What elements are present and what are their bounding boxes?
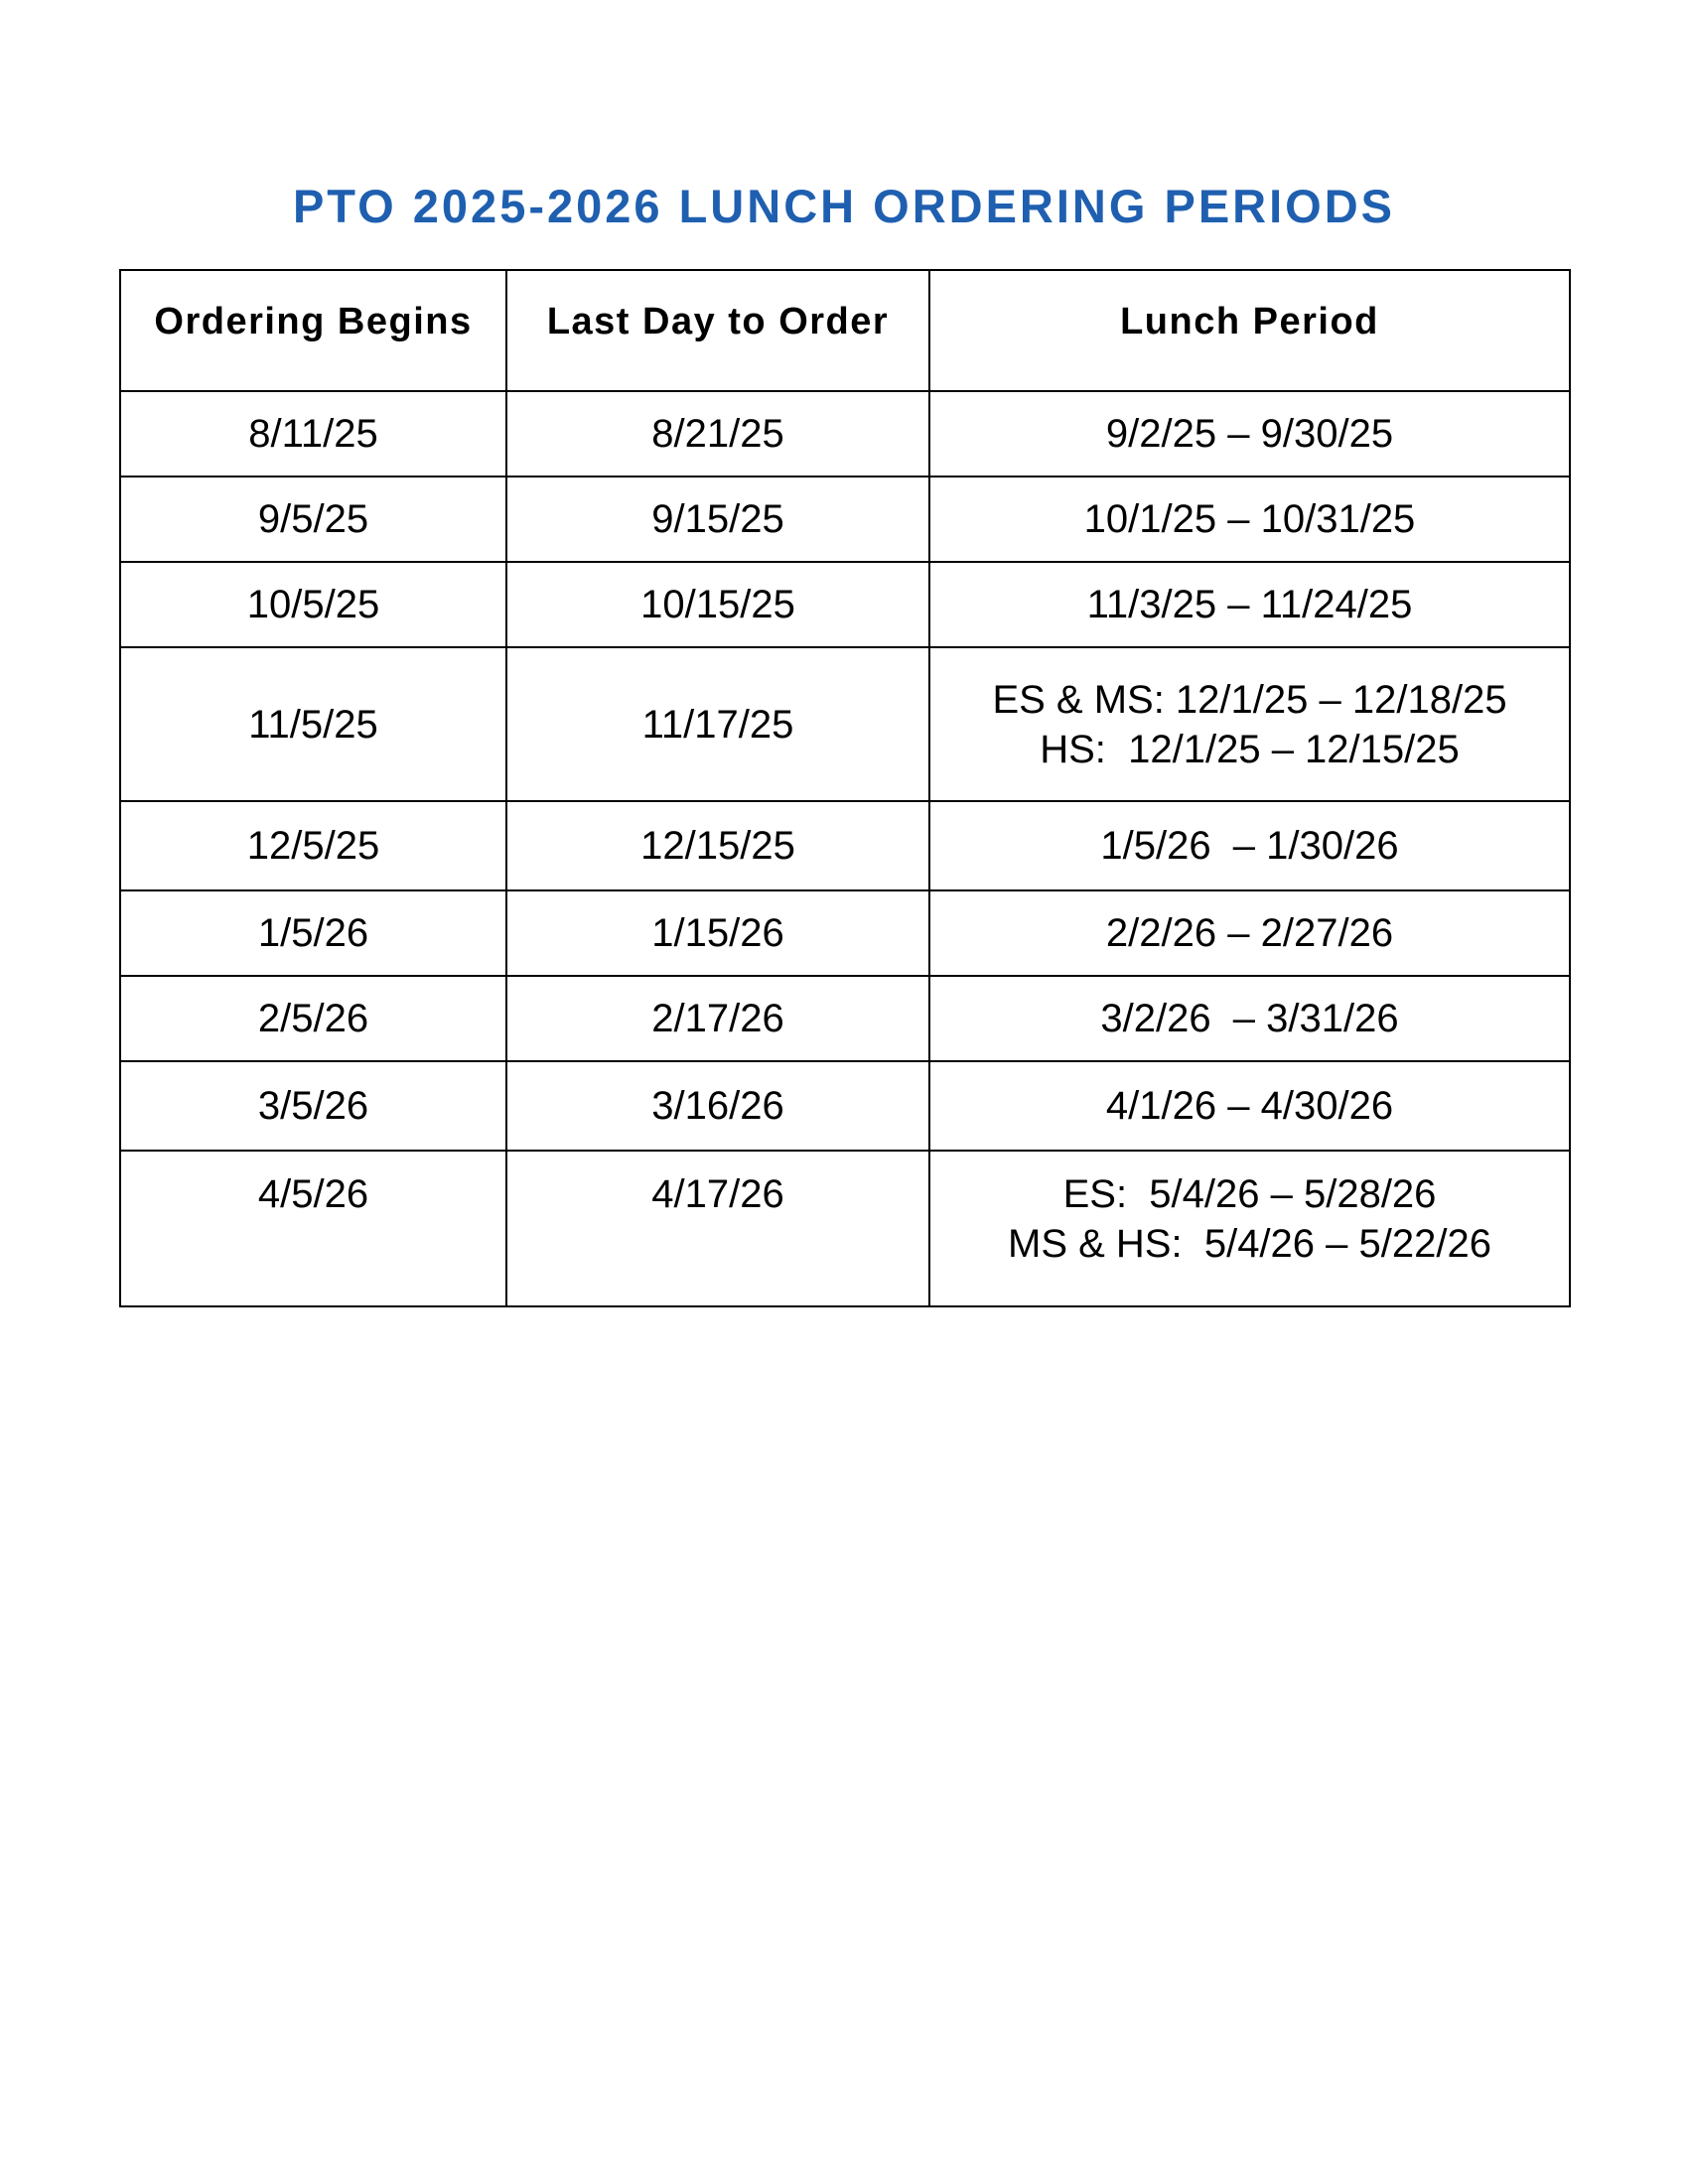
table-header-row	[120, 270, 1570, 391]
lunch-period-line: 1/5/26 – 1/30/26	[1100, 824, 1399, 868]
ordering-begins-cell: 3/5/26	[120, 1061, 506, 1151]
last-day-cell: 4/17/26	[506, 1151, 929, 1306]
lunch-period-line: 3/2/26 – 3/31/26	[1100, 997, 1399, 1040]
header-ordering-begins: Ordering Begins	[120, 270, 506, 391]
lunch-period-line: 10/1/25 – 10/31/25	[1083, 497, 1416, 541]
lunch-period-line: 2/2/26 – 2/27/26	[1105, 911, 1394, 955]
lunch-period-cell	[929, 647, 1570, 801]
lunch-period-cell	[929, 562, 1570, 647]
table-row	[120, 562, 1570, 647]
lunch-period-line: ES & MS: 12/1/25 – 12/18/25	[992, 677, 1507, 722]
lunch-period-line: 11/3/25 – 11/24/25	[1086, 583, 1413, 626]
last-day-cell: 1/15/26	[506, 890, 929, 976]
lunch-period-line: ES: 5/4/26 – 5/28/26	[1062, 1172, 1437, 1216]
table-row	[120, 647, 1570, 801]
page-title: PTO 2025-2026 LUNCH ORDERING PERIODS	[292, 180, 1396, 232]
lunch-period-cell	[929, 890, 1570, 976]
lunch-period-line: HS: 12/1/25 – 12/15/25	[1040, 727, 1460, 771]
lunch-periods-table	[119, 269, 1571, 1307]
table-row	[120, 477, 1570, 562]
table-row	[120, 1151, 1570, 1306]
header-lunch-period: Lunch Period	[929, 270, 1570, 391]
ordering-begins-cell: 1/5/26	[120, 890, 506, 976]
ordering-begins-cell: 8/11/25	[120, 391, 506, 477]
last-day-cell: 3/16/26	[506, 1061, 929, 1151]
lunch-period-line: 4/1/26 – 4/30/26	[1105, 1084, 1394, 1128]
lunch-period-cell	[929, 477, 1570, 562]
ordering-begins-cell: 4/5/26	[120, 1151, 506, 1306]
table-row	[120, 1061, 1570, 1151]
table-row	[120, 976, 1570, 1061]
lunch-period-line: MS & HS: 5/4/26 – 5/22/26	[1008, 1222, 1491, 1266]
last-day-cell: 11/17/25	[506, 647, 929, 801]
last-day-cell: 2/17/26	[506, 976, 929, 1061]
ordering-begins-cell: 12/5/25	[120, 801, 506, 890]
last-day-cell: 12/15/25	[506, 801, 929, 890]
lunch-period-cell	[929, 976, 1570, 1061]
ordering-begins-cell: 10/5/25	[120, 562, 506, 647]
ordering-begins-cell: 9/5/25	[120, 477, 506, 562]
lunch-period-cell	[929, 1061, 1570, 1151]
lunch-period-cell	[929, 1151, 1570, 1306]
table-row	[120, 391, 1570, 477]
last-day-cell: 9/15/25	[506, 477, 929, 562]
ordering-begins-cell: 2/5/26	[120, 976, 506, 1061]
lunch-period-cell	[929, 801, 1570, 890]
table-row	[120, 801, 1570, 890]
ordering-begins-cell: 11/5/25	[120, 647, 506, 801]
table-row	[120, 890, 1570, 976]
lunch-period-line: 9/2/25 – 9/30/25	[1105, 412, 1394, 456]
header-last-day-to-order: Last Day to Order	[506, 270, 929, 391]
last-day-cell: 10/15/25	[506, 562, 929, 647]
last-day-cell: 8/21/25	[506, 391, 929, 477]
lunch-period-cell	[929, 391, 1570, 477]
